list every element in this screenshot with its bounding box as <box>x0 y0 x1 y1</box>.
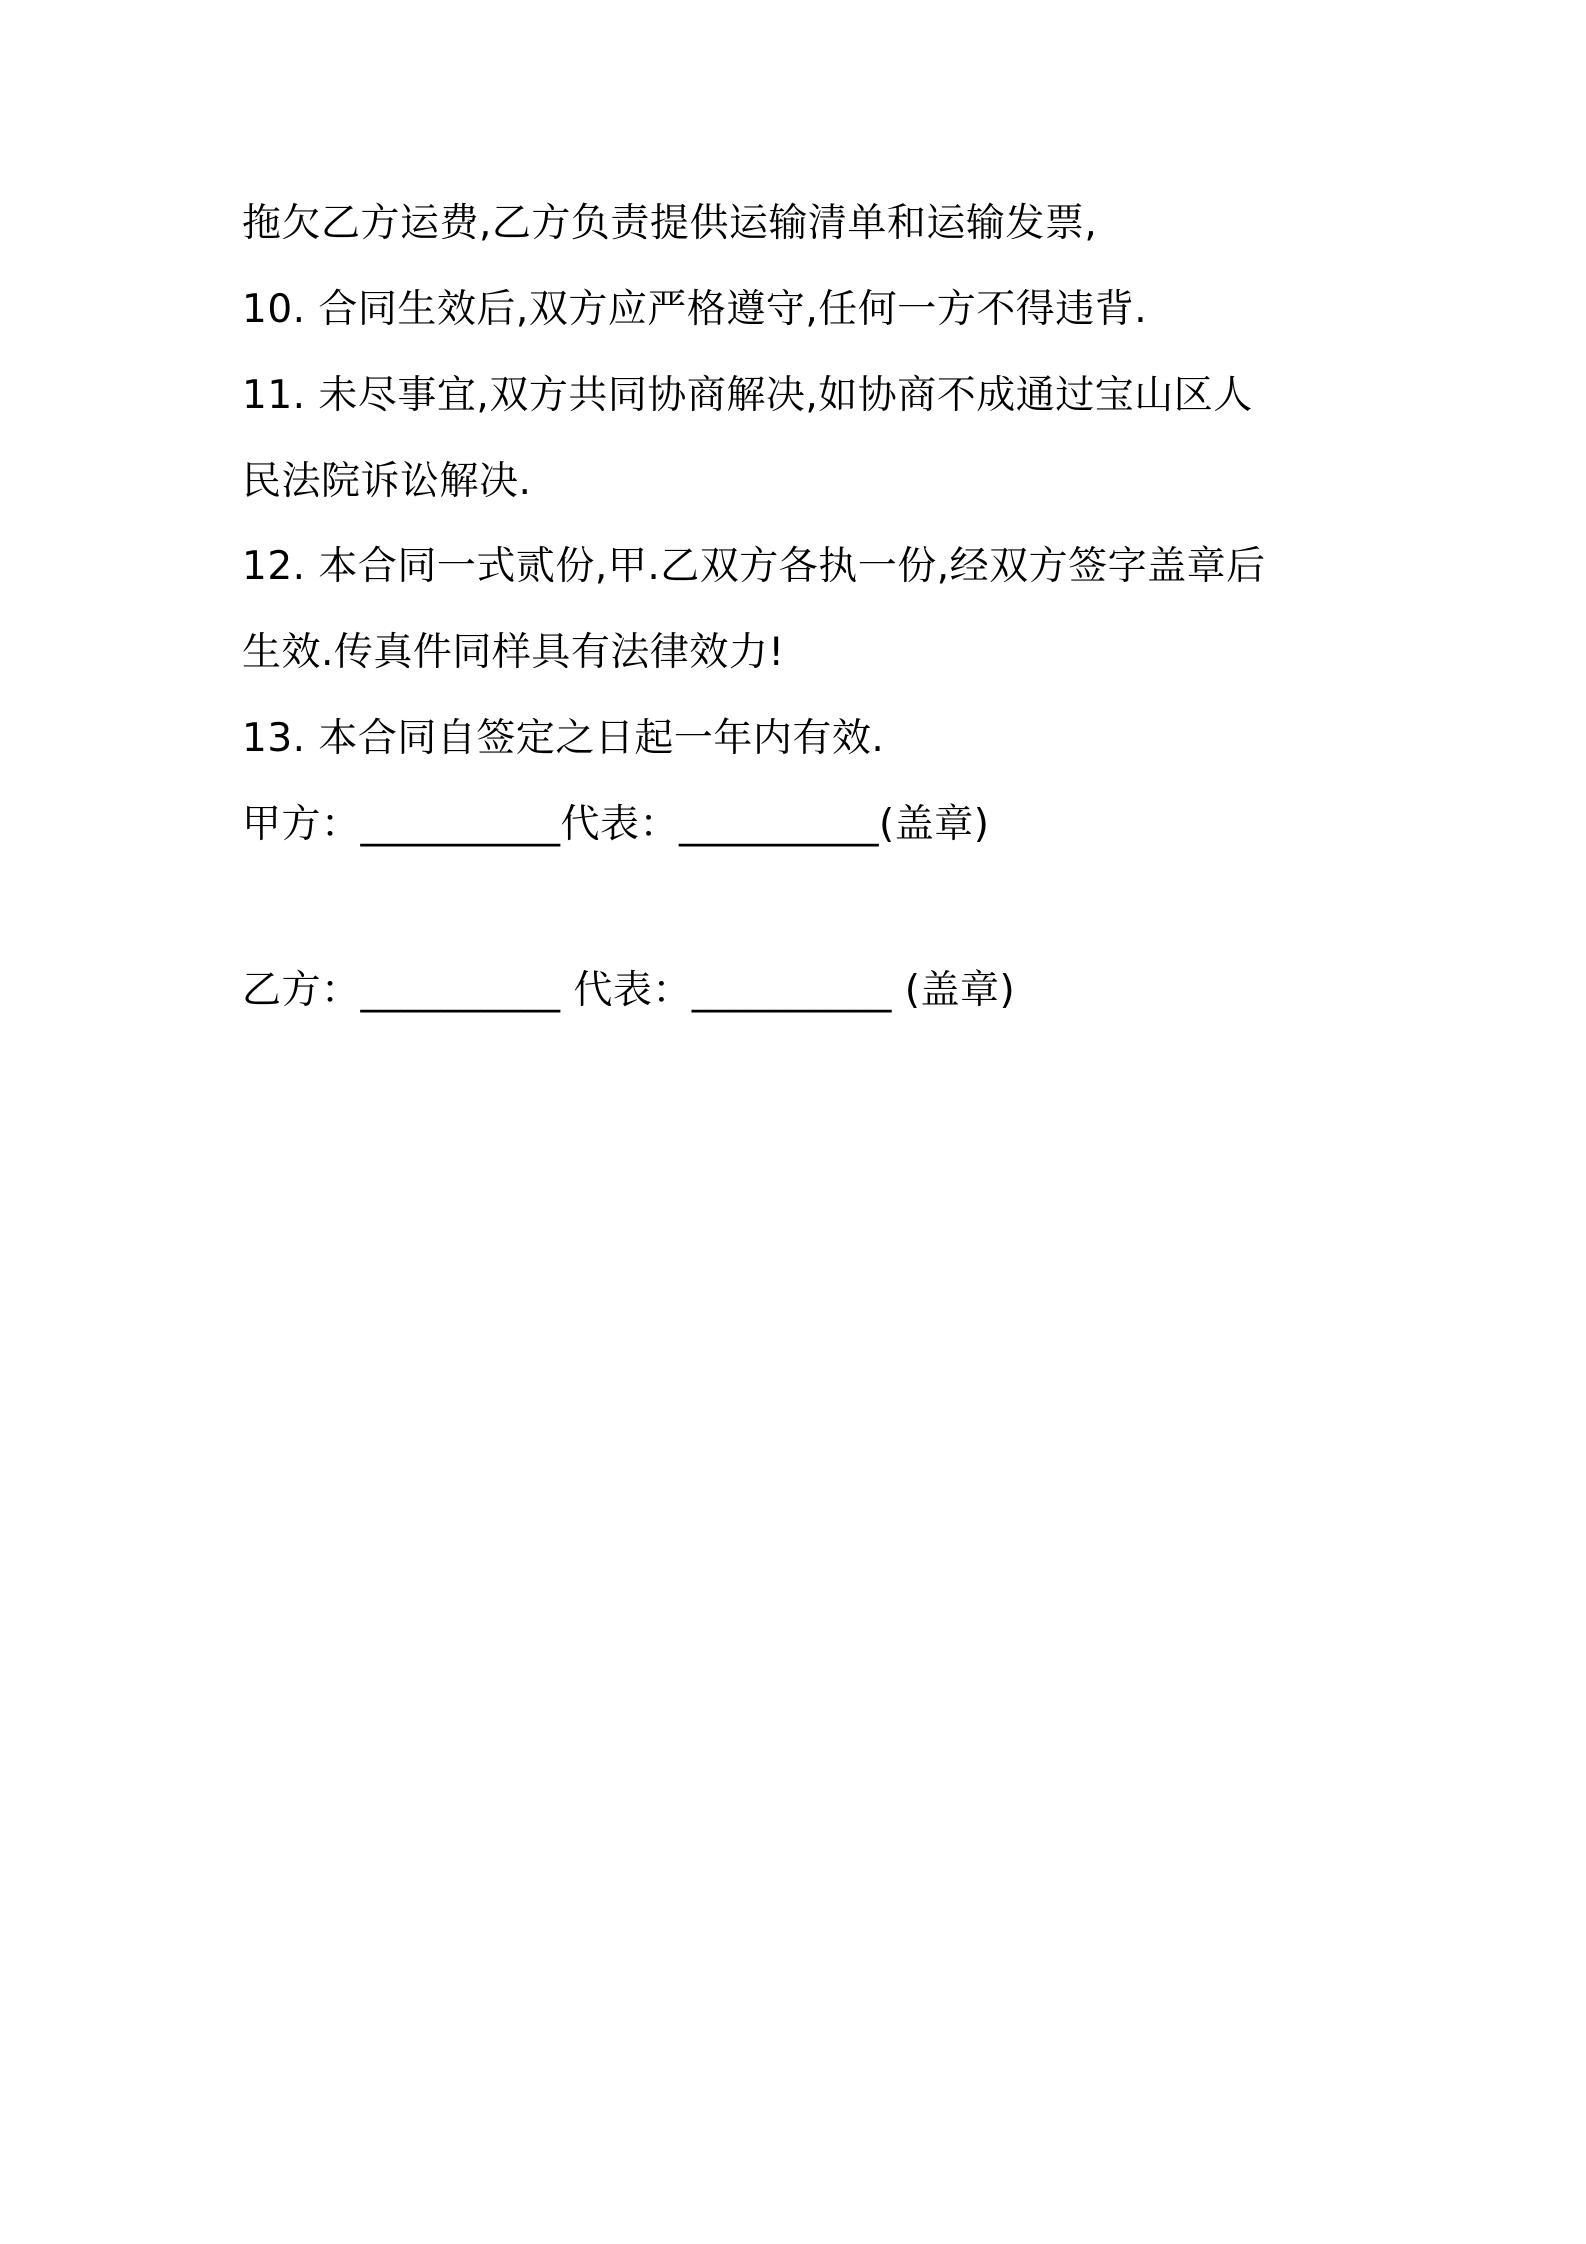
clause-12-continued: 生效.传真件同样具有法律效力! <box>242 630 785 675</box>
clause-11-continued: 民法院诉讼解决. <box>242 459 532 504</box>
clause-11: 11. 未尽事宜,双方共同协商解决,如协商不成通过宝山区人 <box>242 373 1253 418</box>
party-a-signature-line: 甲方：__________代表：__________(盖章) <box>242 802 990 847</box>
clause-13: 13. 本合同自签定之日起一年内有效. <box>242 716 885 761</box>
clause-12: 12. 本合同一式贰份,甲.乙双方各执一份,经双方签字盖章后 <box>242 544 1266 589</box>
clause-10: 10. 合同生效后,双方应严格遵守,任何一方不得违背. <box>242 287 1148 332</box>
party-b-signature-line: 乙方：__________ 代表：__________ (盖章) <box>242 968 1016 1013</box>
text-line-freight-invoice: 拖欠乙方运费,乙方负责提供运输清单和运输发票, <box>242 201 1098 246</box>
